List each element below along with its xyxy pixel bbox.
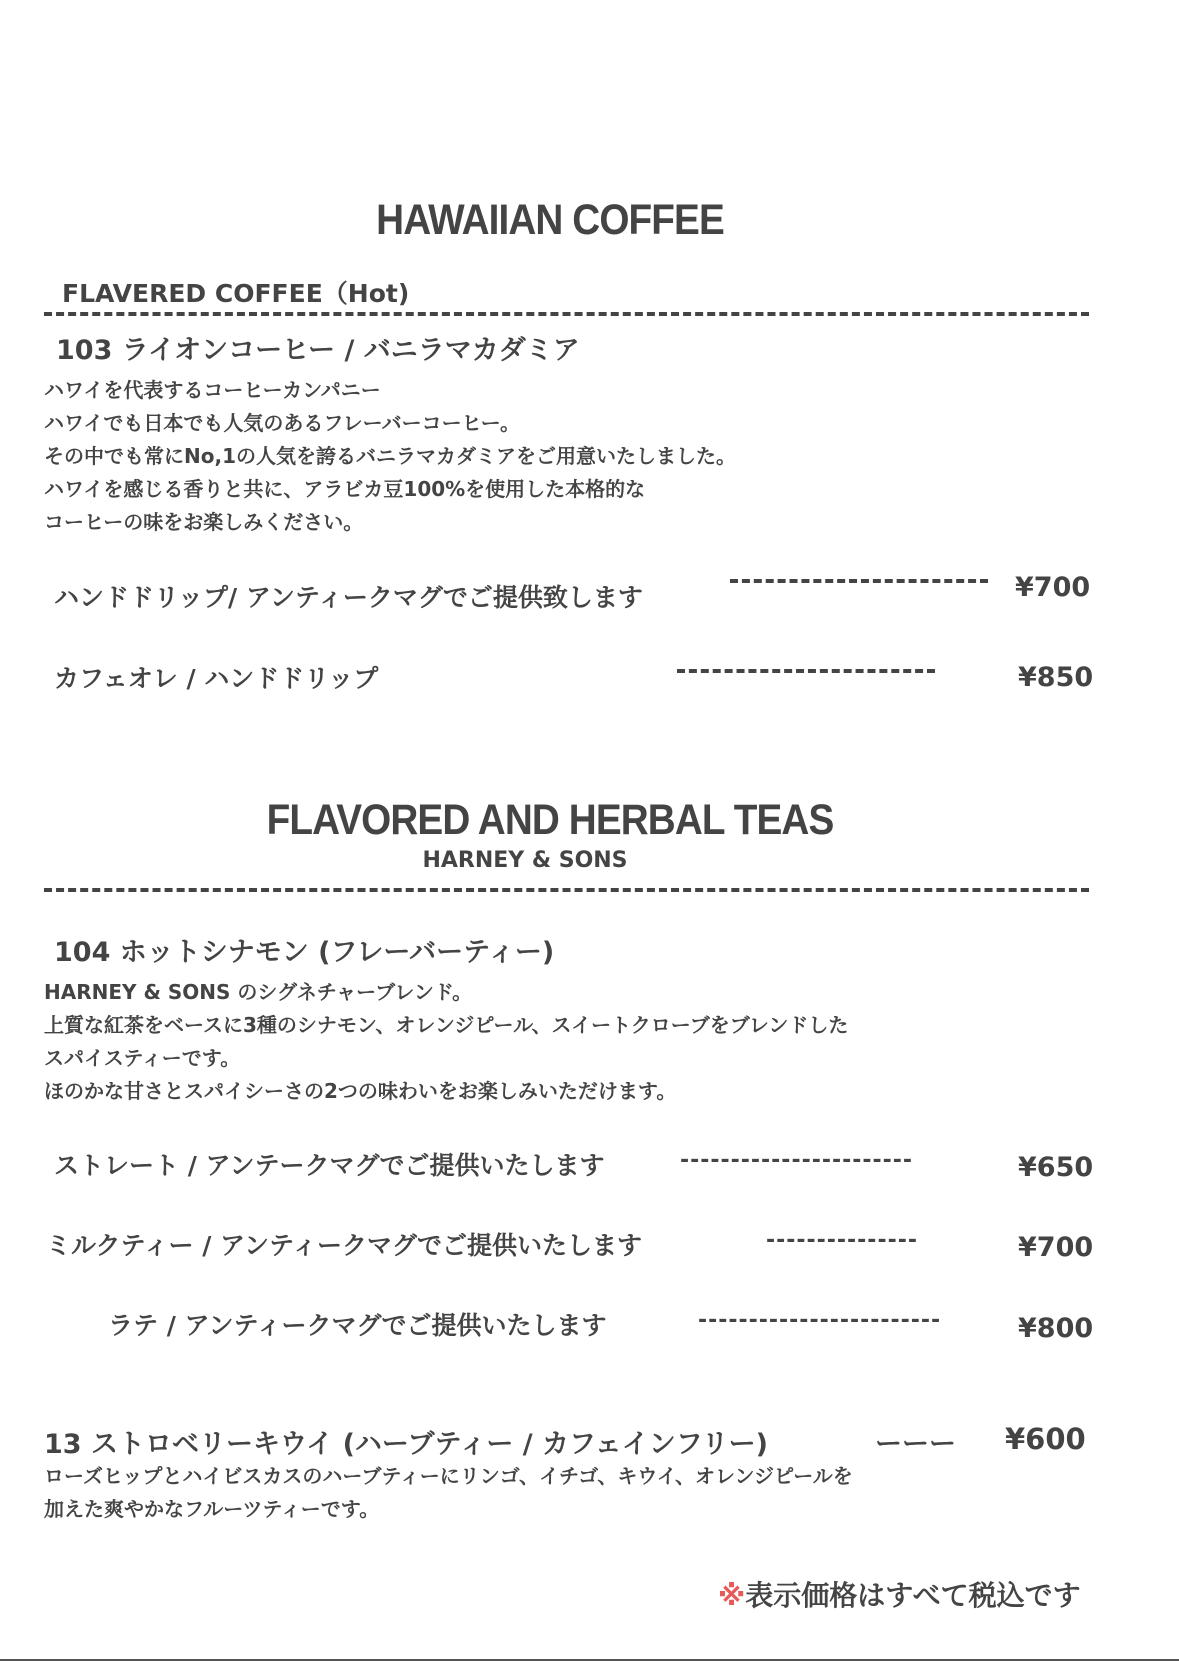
tax-note	[718, 1574, 1081, 1614]
tea-item-title: 104 ホットシナモン (フレーバーティー)	[54, 937, 555, 968]
coffee-price-leader	[677, 669, 935, 673]
tea-description-line: HARNEY & SONS のシグネチャーブレンド。	[44, 980, 473, 1004]
tea-price-label-milktea: ミルクティー / アンティークマグでご提供いたします	[46, 1231, 643, 1260]
tea-description	[44, 976, 848, 1108]
herbal-item-title: 13 ストロベリーキウイ (ハーブティー / カフェインフリー)	[44, 1429, 768, 1460]
coffee-description-line: コーヒーの味をお楽しみください。	[44, 510, 364, 534]
coffee-price-leader	[730, 579, 988, 583]
tea-price-leader: ---------------	[766, 1228, 918, 1253]
tea-description-line: ほのかな甘さとスパイシーさの2つの味わいをお楽しみいただけます。	[44, 1079, 677, 1103]
coffee-item-title: 103 ライオンコーヒー / バニラマカダミア	[56, 335, 580, 366]
tea-price-latte: ¥800	[1018, 1313, 1094, 1344]
tea-description-line: スパイスティーです。	[44, 1046, 241, 1070]
coffee-section-title: HAWAIIAN COFFEE	[376, 196, 724, 244]
coffee-price-cafeaulait: ¥850	[1018, 662, 1094, 693]
coffee-description-line: ハワイでも日本でも人気のあるフレーバーコーヒー。	[44, 411, 520, 435]
tea-price-milktea: ¥700	[1018, 1232, 1094, 1263]
tea-price-leader: -----------------------	[680, 1148, 914, 1173]
tea-section-title: FLAVORED AND HERBAL TEAS	[266, 796, 834, 844]
herbal-price-leader: ーーー	[875, 1429, 956, 1460]
tax-note-text: 表示価格はすべて税込です	[745, 1579, 1081, 1612]
coffee-price-label-cafeaulait: カフェオレ / ハンドドリップ	[54, 664, 379, 693]
tax-note-mark: ※	[718, 1579, 746, 1612]
tea-price-straight: ¥650	[1018, 1152, 1094, 1183]
tea-price-leader: ------------------------	[698, 1308, 942, 1333]
coffee-description-line: その中でも常にNo,1の人気を誇るバニラマカダミアをご用意いたしました。	[44, 444, 736, 468]
coffee-subtitle: FLAVERED COFFEE（Hot)	[62, 279, 410, 308]
tea-price-label-straight: ストレート / アンテークマグでご提供いたします	[54, 1151, 605, 1180]
tea-divider	[44, 888, 1089, 892]
tea-price-label-latte: ラテ / アンティークマグでご提供いたします	[108, 1311, 607, 1340]
coffee-price-label-handdrip: ハンドドリップ/ アンティークマグでご提供致します	[54, 583, 643, 612]
herbal-description	[44, 1460, 853, 1526]
herbal-price: ¥600	[1005, 1422, 1086, 1456]
tea-brand: HARNEY & SONS	[422, 848, 628, 873]
coffee-divider	[44, 312, 1089, 316]
coffee-description	[44, 374, 736, 539]
coffee-description-line: ハワイを代表するコーヒーカンパニー	[44, 378, 381, 402]
herbal-description-line: ローズヒップとハイビスカスのハーブティーにリンゴ、イチゴ、キウイ、オレンジピールを	[44, 1464, 853, 1488]
coffee-description-line: ハワイを感じる香りと共に、アラビカ豆100%を使用した本格的な	[44, 477, 646, 501]
tea-description-line: 上質な紅茶をベースに3種のシナモン、オレンジピール、スイートクローブをブレンドした	[44, 1013, 849, 1037]
coffee-price-handdrip: ¥700	[1015, 572, 1091, 603]
herbal-description-line: 加えた爽やかなフルーツティーです。	[44, 1497, 380, 1521]
